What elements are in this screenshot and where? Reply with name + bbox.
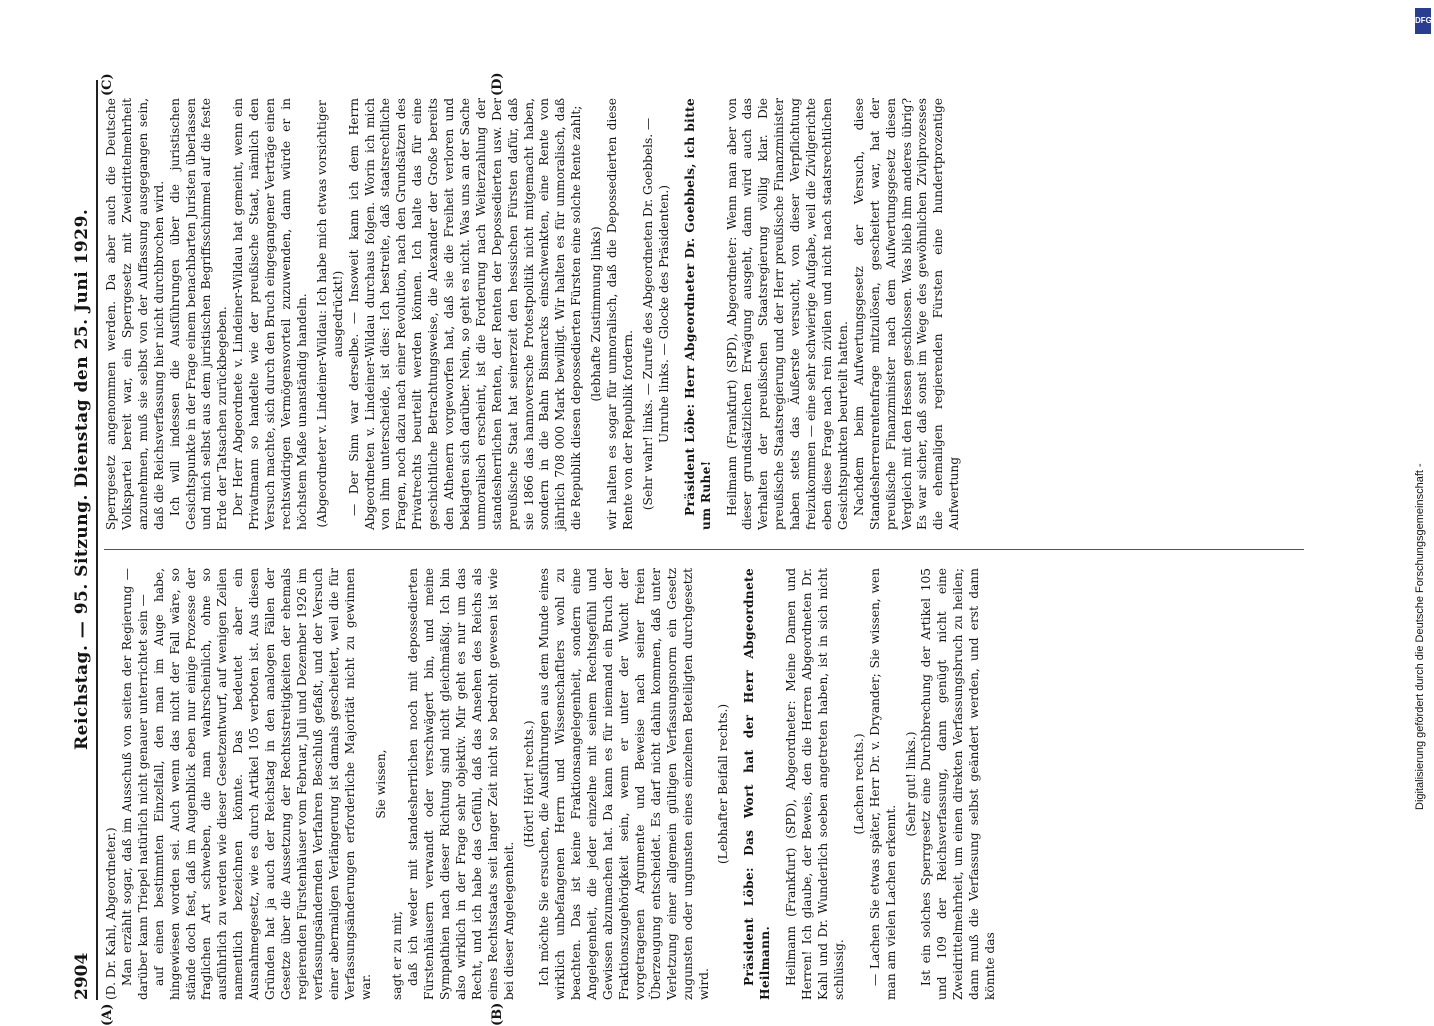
interjection: (Abgeordneter v. Lindeiner-Wildau: Ich habe mich etwas vorsichtiger ausgedrückt!) (314, 100, 345, 528)
interjection: (Hört! Hört! rechts.) (521, 720, 536, 848)
speaker-tag: (D. Dr. Kahl, Abgeordneter.) (104, 827, 118, 1000)
paragraph: — Lachen Sie etwas später, Herr Dr. v. Dryander; Sie wissen, wen man am vielen Lachen erkennt. (867, 568, 898, 1000)
interjection: (Sehr gut! links.) (903, 731, 918, 837)
heilmann-speech: Heilmann (Frankfurt) (SPD), Abgeordneter: Wenn man aber von dieser grundsätzlichen Erwägung ausgeht, dann wird auch das Verhalten der preußischen Staatsregierung völlig klar. Die preußische Staatsregierung und der Herr preußische Finanzminister haben stets das Äußerste versucht, von dieser Verpflichtung freizukommen — eine sehr schwierige Aufgabe, weil die Zivilgerichte eben diese Frage nach rein zivilen und nicht nach staatsrechtlichen Gesichtspunkten beurteilt hatten. (724, 98, 850, 530)
column-divider (104, 549, 1304, 550)
left-column (104, 568, 999, 1000)
page-header (70, 80, 98, 1000)
interjection: (Lachen rechts.) (851, 733, 866, 835)
interjection: (lebhafte Zustimmung links) (589, 226, 604, 402)
heilmann-speech: Heilmann (Frankfurt) (SPD), Abgeordneter: Meine Damen und Herren! Ich glaube, der Beweis, den die Herren Abgeordneten Dr. Kahl und Dr. Wunderlich soeben angetreten haben, ist in sich nicht schlüssig. (784, 568, 846, 1000)
paragraph: Ist ein solches Sperrgesetz eine Durchbrechung der Artikel 105 und 109 der Reichsverfassung, dann genügt nicht eine Zweidrittelmehrheit, um einen direkten Verfassungsbruch zu heilen; dann muß die Verfassung selbst geändert werden, und erst dann könnte das (919, 568, 998, 1000)
paragraph: sagt er zu mir, (390, 911, 405, 1000)
president-speech: Präsident Löbe: Herr Abgeordneter Dr. Goebbels, ich bitte um Ruhe! (682, 98, 713, 530)
paragraph: Der Herr Abgeordnete v. Lindeiner-Wildau hat gemeint, wenn ein Privatmann so handelte wie der preußische Staat, nämlich den Versuch machte, sich durch den Bruch eingegangener Verträge einen rechtswidrigen Vermögensvorteil zuzuwenden, dann würde er in höchstem Maße unanständig handeln. (231, 98, 309, 530)
paragraph: wir halten es sogar für unmoralisch, daß die Depossedierten diese Rente von der Republik fordern. (605, 98, 635, 530)
president-speech: Präsident Löbe: Das Wort hat der Herr Abgeordnete Heilmann. (742, 568, 773, 1000)
digitization-watermark (1412, 30, 1430, 810)
page-number: 2904 (72, 952, 92, 1000)
paragraph: Ich möchte Sie ersuchen, die Ausführungen aus dem Munde eines wirklich unbefangenen Herrn und Wissenschaftlers wohl zu beachten. Das ist keine Fraktionsangelegenheit, sondern eine Angelegenheit, die jeder einzelne mit seinem Rechtsgefühl und Gewissen abzumachen hat. Da kann es für niemand ein Bruch der Fraktionszugehörigkeit sein, wenn er unter der Wucht der vorgetragenen Argumente und Beweise nach seiner freien Überzeugung entscheidet. Es darf nicht dahin kommen, daß unter Verletzung einer allgemein gültigen Verfassungsnorm ein Gesetz zugunsten oder ungunsten eines einzelnen Beteiligten durchgesetzt wird. (537, 568, 711, 1000)
page-title: Reichstag. — 95. Sitzung. Dienstag den 25. Juni 1929. (72, 208, 92, 750)
watermark-text: Digitalisierung gefördert durch die Deutsche Forschungsgemeinschaft - (1414, 463, 1426, 810)
paragraph: daß ich weder mit standesherrlichen noch mit depossedierten Fürstenhäusern verwandt oder verschwägert bin, und meine Sympathien nach dieser Richtung sind nicht gleichmäßig. Ich bin also wirklich in der Frage sehr objektiv. Mir geht es nur um das Recht, und ich habe das Gefühl, daß das Ansehen des Reichs als eines Rechtsstaats seit langer Zeit nicht so bedroht gewesen ist wie bei dieser Angelegenheit. (406, 568, 516, 1000)
margin-mark-a: (A) (100, 1003, 115, 1026)
paragraph: Sie wissen, (374, 749, 389, 819)
paragraph: Sperrgesetz angenommen werden. Da aber auch die Deutsche Volkspartei bereit war, ein Sperrgesetz mit Zweidrittelmehrheit anzunehmen, muß sie selbst von der Auffassung ausgegangen sein, daß die Reichsverfassung hier nicht durchbrochen wird. (104, 98, 166, 530)
paragraph: — Der Sinn war derselbe. — Insoweit kann ich dem Herrn Abgeordneten v. Lindeiner-Wildau durchaus folgen. Worin ich mich von ihm unterscheide, ist dies: Ich bestreite, daß staatsrechtliche Fragen, noch dazu nach einer Revolution, nach den Grundsätzen des Privatrechts beurteilt werden können. Ich halte das für eine geschichtliche Betrachtungsweise, die Alexander der Große bereits den Athenern vorgeworfen hat, daß sie die Freiheit verloren und beklagten sich darüber. Nein, so geht es nicht. Was uns an der Sache unmoralisch erscheint, ist die Forderung nach Weiterzahlung der standesherrlichen Renten, der Renten der Depossedierten usw. Der preußische Staat hat seinerzeit den hessischen Fürsten dafür, daß sie 1866 das hannoversche Protestpolitik nicht mitgemacht haben, sondern in die Bahn Bismarcks einschwenkten, eine Rente von jährlich 708 000 Mark bewilligt. Wir halten es für unmoralisch, daß die Republik diesen depossedierten Fürsten eine solche Rente zahlt; (346, 98, 584, 530)
paragraph: Ich will indessen die Ausführungen über die juristischen Gesichtspunkte in der Frage einem benachbarten Juristen überlassen und mich selbst aus dem juristischen Begriffsschimmel auf die feste Erde der Tatsachen zurückbegeben. (167, 98, 230, 530)
interjection: (Sehr wahr! links. — Zurufe des Abgeordneten Dr. Goebbels. — Unruhe links. — Glocke des Präsidenten.) (640, 117, 671, 511)
margin-mark-c: (C) (100, 73, 115, 96)
margin-mark-b: (B) (490, 1002, 505, 1026)
rotated-page (70, 72, 1310, 1026)
margin-mark-d: (D) (490, 72, 505, 96)
paragraph: Man erzählt sogar, daß im Ausschuß von seiten der Regierung — darüber kann Triepel natürlich nicht genauer unterrichtet sein — (119, 568, 150, 1000)
paragraph: Nachdem beim Aufwertungsgesetz der Versuch, diese Standesherrenrentenfrage mitzulösen, gescheitert war, hat der preußische Finanzminister nach dem Aufwertungsgesetz diesen Vergleich mit den Hessen geschlossen. Was blieb ihm anderes übrig? Es war sicher, daß sonst im Wege des gewöhnlichen Zivilprozesses die ehemaligen regierenden Fürsten eine hundertprozentige Aufwertung (851, 98, 962, 530)
dfg-logo: DFG (1415, 8, 1431, 34)
paragraph: auf einen bestimmten Einzelfall, den man im Auge habe, hingewiesen worden sei. Auch wenn das nicht der Fall wäre, so stände doch fest, daß im Augenblick eben nur einige Prozesse der fraglichen Art schweben, die man wahrscheinlich, ohne so ausführlich zu werden wie dieser Gesetzentwurf, auf wenigen Zeilen namentlich bezeichnen könnte. Das bedeutet aber ein Ausnahmegesetz, wie es durch Artikel 105 verboten ist. Aus diesen Gründen hat ja auch der Reichstag in den analogen Fällen der Gesetze über die Aussetzung der Rechtsstreitigkeiten der ehemals regierenden Fürstenhäuser vom Februar, Juli und Dezember 1926 im verfassungsändernden Verfahren Beschluß gefaßt, und der Versuch einer abermaligen Verlängerung ist damals gescheitert, weil die für Verfassungsänderungen erforderliche Majorität nicht zu gewinnen war. (151, 568, 373, 1000)
interjection: (Lebhafter Beifall rechts.) (716, 703, 731, 865)
right-column (104, 98, 963, 530)
